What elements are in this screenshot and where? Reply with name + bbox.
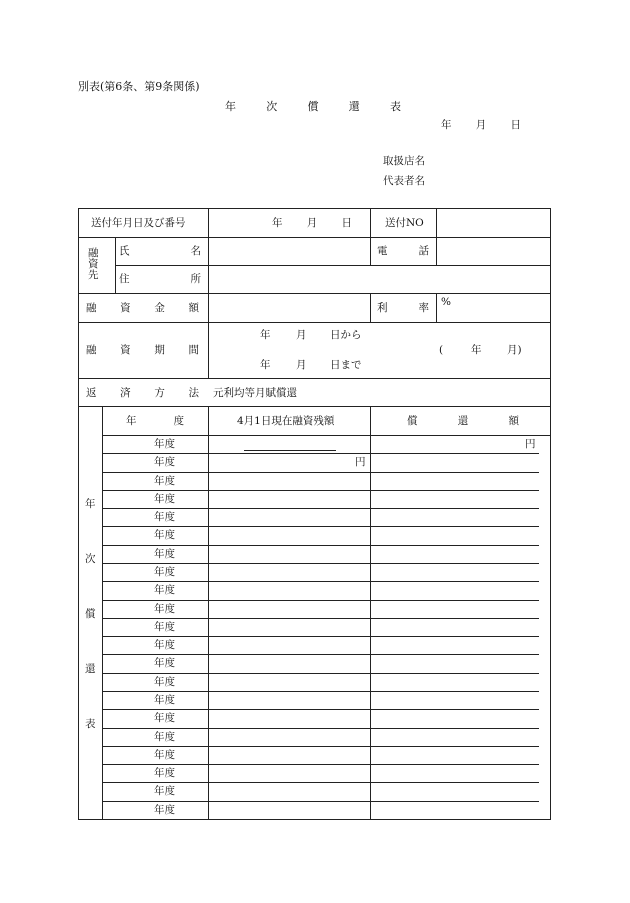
loan-target-char: 資 xyxy=(88,258,99,271)
issue-date-year: 年 xyxy=(441,119,452,131)
loan-target-char: 先 xyxy=(88,269,99,282)
balance-cell[interactable] xyxy=(209,601,369,617)
yen-unit-repayment: 円 xyxy=(525,438,536,450)
grid-vline xyxy=(370,209,371,237)
period-duration[interactable]: ( 年 月) xyxy=(439,344,522,356)
repayment-cell[interactable] xyxy=(371,674,539,690)
grid-hline xyxy=(79,237,550,238)
send-date-field[interactable] xyxy=(272,218,352,229)
fiscal-year-label: 年度 xyxy=(154,566,175,578)
repayment-cell[interactable] xyxy=(371,765,539,781)
fiscal-year-label: 年度 xyxy=(154,456,175,469)
fiscal-year-label: 年度 xyxy=(154,639,175,652)
repayment-cell[interactable] xyxy=(371,729,539,745)
grid-hline xyxy=(115,265,550,266)
fiscal-year-label: 年度 xyxy=(154,511,175,524)
period-to[interactable]: 年 月 日まで xyxy=(260,359,362,371)
balance-cell[interactable] xyxy=(209,729,369,745)
interest-rate-label: 利 率 xyxy=(377,302,429,314)
side-label-char: 表 xyxy=(85,718,96,730)
fiscal-year-label: 年度 xyxy=(154,712,175,725)
document-title xyxy=(225,101,401,112)
balance-cell[interactable] xyxy=(209,637,369,653)
repayment-form-table xyxy=(78,208,551,820)
loan-target-char: 融 xyxy=(88,247,99,259)
balance-cell[interactable] xyxy=(209,692,369,708)
send-date-label: 送付年月日及び番号 xyxy=(91,217,186,229)
phone-field[interactable] xyxy=(437,239,549,263)
grid-hline xyxy=(79,406,550,407)
grid-vline xyxy=(102,406,103,819)
issue-date-month: 月 xyxy=(475,119,487,131)
grid-hline xyxy=(79,293,550,294)
balance-cell[interactable] xyxy=(209,783,369,799)
issue-date xyxy=(441,120,521,131)
balance-cell[interactable] xyxy=(209,564,369,580)
title-char: 年 xyxy=(225,100,236,113)
fiscal-year-label: 年度 xyxy=(154,602,175,615)
fiscal-year-label: 年度 xyxy=(154,474,175,487)
repayment-cell[interactable] xyxy=(371,802,539,818)
grid-hline xyxy=(79,322,550,323)
fiscal-year-label: 年度 xyxy=(154,492,175,505)
balance-cell[interactable] xyxy=(209,454,369,470)
balance-cell[interactable] xyxy=(209,491,369,507)
branch-name-label: 取扱店名 xyxy=(383,155,425,167)
grid-vline xyxy=(370,237,371,265)
grid-vline xyxy=(208,209,209,378)
fiscal-year-label: 年度 xyxy=(154,675,175,688)
side-label-char: 次 xyxy=(85,553,96,565)
balance-cell[interactable] xyxy=(209,747,369,763)
send-date-month: 月 xyxy=(306,217,318,229)
send-date-year: 年 xyxy=(272,217,283,229)
loan-amount-label: 融 資 金 額 xyxy=(86,302,199,314)
repayment-cell[interactable] xyxy=(371,692,539,708)
repayment-cell[interactable] xyxy=(371,473,539,489)
balance-cell[interactable] xyxy=(209,509,369,525)
repayment-cell[interactable] xyxy=(371,509,539,525)
fiscal-year-label: 年度 xyxy=(154,694,175,706)
fiscal-year-label: 年度 xyxy=(154,529,175,542)
grid-vline xyxy=(115,237,116,293)
balance-cell[interactable] xyxy=(209,710,369,726)
balance-cell[interactable] xyxy=(209,655,369,671)
fiscal-year-label: 年度 xyxy=(154,803,175,816)
balance-cell[interactable] xyxy=(209,765,369,781)
send-number-label: 送付NO xyxy=(385,217,424,229)
repayment-cell[interactable] xyxy=(371,710,539,726)
repayment-cell[interactable] xyxy=(371,491,539,507)
period-from[interactable]: 年 月 日から xyxy=(260,329,362,341)
address-label: 住 所 xyxy=(119,273,201,285)
fiscal-year-label: 年度 xyxy=(154,785,175,798)
representative-label: 代表者名 xyxy=(383,175,425,187)
fiscal-year-label: 年度 xyxy=(154,547,175,560)
balance-cell[interactable] xyxy=(209,527,369,543)
grid-vline xyxy=(370,293,371,322)
title-char: 次 xyxy=(266,100,278,113)
repayment-cell[interactable] xyxy=(371,454,539,470)
fiscal-year-label: 年度 xyxy=(154,657,175,670)
balance-header: 4月1日現在融資残額 xyxy=(237,415,335,427)
fiscal-year-label: 年度 xyxy=(154,438,175,450)
fiscal-year-label: 年度 xyxy=(154,584,175,597)
title-char: 償 xyxy=(307,100,319,113)
repayment-cell[interactable] xyxy=(371,582,539,598)
name-field[interactable] xyxy=(209,239,369,263)
balance-cell[interactable] xyxy=(209,619,369,635)
title-char: 表 xyxy=(390,100,401,113)
appendix-note: 別表(第6条、第9条関係) xyxy=(78,80,200,93)
repayment-cell[interactable] xyxy=(371,436,539,452)
fiscal-year-label: 年度 xyxy=(154,620,175,633)
phone-label: 電 話 xyxy=(377,245,429,257)
grid-hline xyxy=(79,378,550,379)
repayment-method-value: 元利均等月賦償還 xyxy=(213,387,297,399)
fiscal-year-label: 年度 xyxy=(154,748,175,761)
repayment-cell[interactable] xyxy=(371,564,539,580)
percent-sign: % xyxy=(441,296,451,308)
balance-cell[interactable] xyxy=(209,674,369,690)
repayment-cell[interactable] xyxy=(371,601,539,617)
repayment-cell[interactable] xyxy=(371,527,539,543)
repayment-cell[interactable] xyxy=(371,546,539,562)
side-label-char: 年 xyxy=(85,498,96,510)
loan-target-label xyxy=(88,248,99,281)
grid-vline xyxy=(436,293,437,322)
repayment-amount-header: 償 還 額 xyxy=(407,415,519,427)
balance-cell[interactable] xyxy=(209,436,369,452)
interest-rate-field[interactable] xyxy=(455,296,549,320)
balance-cell[interactable] xyxy=(209,802,369,818)
balance-cell[interactable] xyxy=(209,473,369,489)
name-label: 氏 名 xyxy=(119,245,201,257)
fiscal-year-label: 年度 xyxy=(154,767,175,780)
loan-amount-field[interactable] xyxy=(209,296,369,320)
issue-date-day: 日 xyxy=(510,119,521,131)
send-date-day: 日 xyxy=(341,217,352,229)
repayment-cell[interactable] xyxy=(371,619,539,635)
repayment-cell[interactable] xyxy=(371,655,539,671)
balance-cell[interactable] xyxy=(209,582,369,598)
yen-unit-balance: 円 xyxy=(355,456,366,468)
fiscal-year-label: 年度 xyxy=(154,730,175,743)
year-header: 年 度 xyxy=(126,415,184,427)
title-char: 還 xyxy=(348,100,360,113)
repayment-cell[interactable] xyxy=(371,783,539,799)
loan-period-label: 融 資 期 間 xyxy=(86,344,199,356)
repayment-cell[interactable] xyxy=(371,747,539,763)
send-number-field[interactable] xyxy=(437,211,549,235)
side-label-char: 還 xyxy=(85,663,96,675)
balance-cell[interactable] xyxy=(209,546,369,562)
repayment-method-label: 返 済 方 法 xyxy=(86,387,199,399)
side-label-char: 償 xyxy=(85,608,96,620)
address-field[interactable] xyxy=(209,267,549,291)
repayment-cell[interactable] xyxy=(371,637,539,653)
